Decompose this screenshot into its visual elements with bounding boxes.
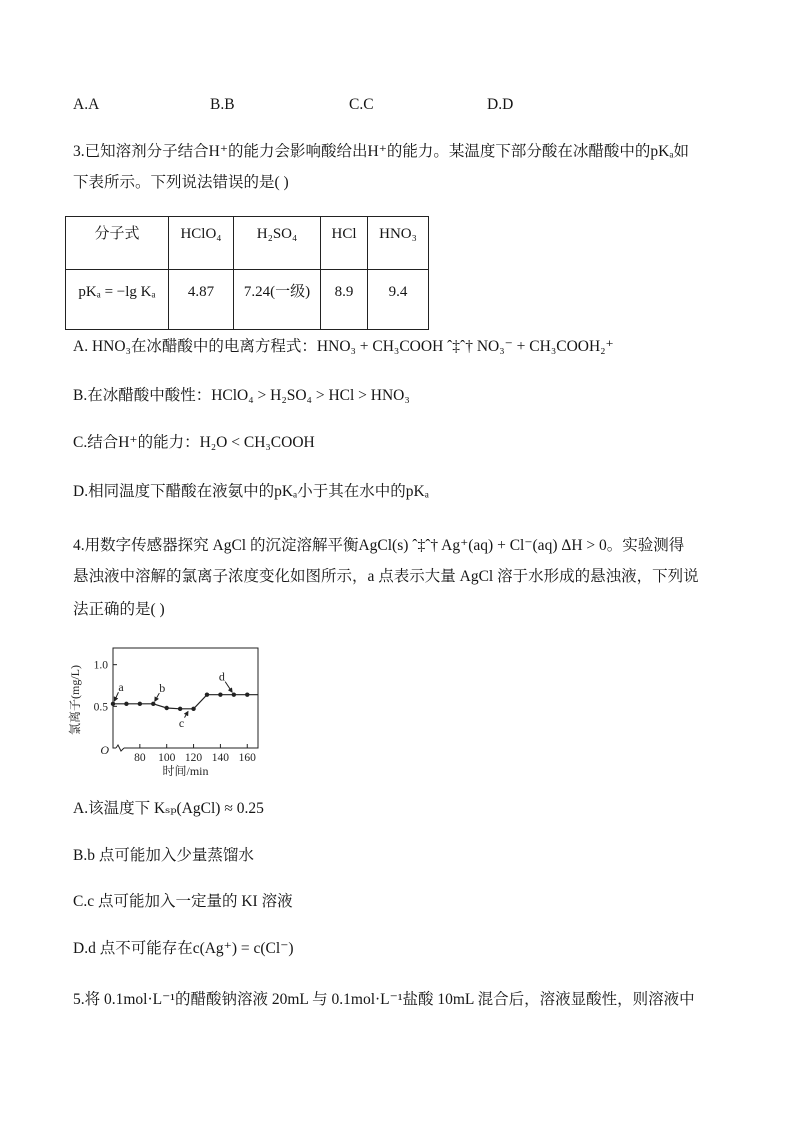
prev-choice-c: C.C bbox=[349, 96, 374, 113]
q3-option-b: B.在冰醋酸中酸性：HClO₄ > H₂SO₄ > HCl > HNO₃ bbox=[73, 387, 410, 404]
q4-option-a: A.该温度下 Kₛₚ(AgCl) ≈ 0.25 bbox=[73, 800, 264, 817]
q4-option-c: C.c 点可能加入一定量的 KI 溶液 bbox=[73, 893, 293, 910]
table-header-hclo4: HClO₄ bbox=[169, 217, 234, 270]
x-axis-label: 时间/min bbox=[162, 764, 209, 778]
q4-stem-line-2: 悬浊液中溶解的氯离子浓度变化如图所示，a 点表示大量 AgCl 溶于水形成的悬浊液，下列说 bbox=[73, 568, 699, 585]
table-header-hno3: HNO₃ bbox=[368, 217, 429, 270]
data-point bbox=[124, 702, 128, 706]
pka-table bbox=[65, 216, 429, 330]
data-point bbox=[232, 692, 236, 696]
point-d-label: d bbox=[218, 669, 225, 684]
prev-choice-a: A.A bbox=[73, 96, 100, 113]
point-d-arrow bbox=[225, 682, 232, 693]
q3-option-d: D.相同温度下醋酸在液氨中的pKₐ小于其在水中的pKₐ bbox=[73, 483, 429, 500]
q3-stem-line-2: 下表所示。下列说法错误的是( ) bbox=[73, 174, 289, 191]
table-pka-h2so4: 7.24(一级) bbox=[234, 270, 321, 330]
point-c-arrow bbox=[185, 711, 189, 717]
x-tick-label: 100 bbox=[158, 752, 176, 764]
data-point bbox=[205, 692, 209, 696]
y-tick-label: 0.5 bbox=[93, 701, 108, 714]
data-point bbox=[138, 702, 142, 706]
chloride-series-line bbox=[113, 695, 258, 709]
point-a-label: a bbox=[118, 679, 124, 694]
data-point bbox=[191, 707, 195, 711]
table-header-h2so4: H₂SO₄ bbox=[234, 217, 321, 270]
q5-stem-line-1: 5.将 0.1mol·L⁻¹的醋酸钠溶液 20mL 与 0.1mol·L⁻¹盐酸 10mL 混合后，溶液显酸性，则溶液中 bbox=[73, 991, 695, 1008]
data-point bbox=[245, 692, 249, 696]
data-point bbox=[165, 706, 169, 710]
x-tick-label: 80 bbox=[134, 752, 146, 764]
table-pka-hcl: 8.9 bbox=[321, 270, 368, 330]
pka-table-header-row bbox=[66, 217, 429, 270]
q4-option-d: D.d 点不可能存在c(Ag⁺) = c(Cl⁻) bbox=[73, 940, 294, 957]
q4-stem-line-3: 法正确的是( ) bbox=[73, 601, 165, 618]
table-header-hcl: HCl bbox=[321, 217, 368, 270]
table-pka-hclo4: 4.87 bbox=[169, 270, 234, 330]
q4-stem-line-1: 4.用数字传感器探究 AgCl 的沉淀溶解平衡AgCl(s) ˆ‡ˆ† Ag⁺(aq) + Cl⁻(aq) ΔH > 0。实验测得 bbox=[73, 537, 685, 554]
table-header-formula: 分子式 bbox=[66, 217, 169, 270]
data-point bbox=[151, 702, 155, 706]
data-point bbox=[178, 707, 182, 711]
q3-option-c: C.结合H⁺的能力：H₂O < CH₃COOH bbox=[73, 434, 315, 451]
plot-frame bbox=[113, 648, 258, 748]
table-pka-label: pKₐ = −lg Kₐ bbox=[66, 270, 169, 330]
x-tick-label: 140 bbox=[211, 752, 230, 764]
q3-option-a: A. HNO₃在冰醋酸中的电离方程式：HNO₃ + CH₃COOH ˆ‡ˆ† NO₃⁻ + CH₃COOH₂⁺ bbox=[73, 338, 614, 355]
pka-table-value-row bbox=[66, 270, 429, 330]
q3-stem-line-1: 3.已知溶剂分子结合H⁺的能力会影响酸给出H⁺的能力。某温度下部分酸在冰醋酸中的pKₐ如 bbox=[73, 143, 690, 160]
data-point bbox=[111, 702, 115, 706]
x-tick-label: 120 bbox=[184, 752, 203, 764]
point-b-label: b bbox=[159, 680, 166, 695]
q4-option-b: B.b 点可能加入少量蒸馏水 bbox=[73, 847, 254, 864]
table-pka-hno3: 9.4 bbox=[368, 270, 429, 330]
origin-label: O bbox=[100, 743, 109, 757]
point-c-label: c bbox=[178, 715, 185, 730]
prev-choice-d: D.D bbox=[487, 96, 514, 113]
prev-choice-b: B.B bbox=[210, 96, 235, 113]
chloride-concentration-chart bbox=[65, 640, 270, 780]
y-axis-label: 氯离子(mg/L) bbox=[68, 665, 82, 735]
y-tick-label: 1.0 bbox=[93, 659, 108, 672]
data-point bbox=[218, 692, 222, 696]
x-tick-label: 160 bbox=[238, 752, 256, 764]
